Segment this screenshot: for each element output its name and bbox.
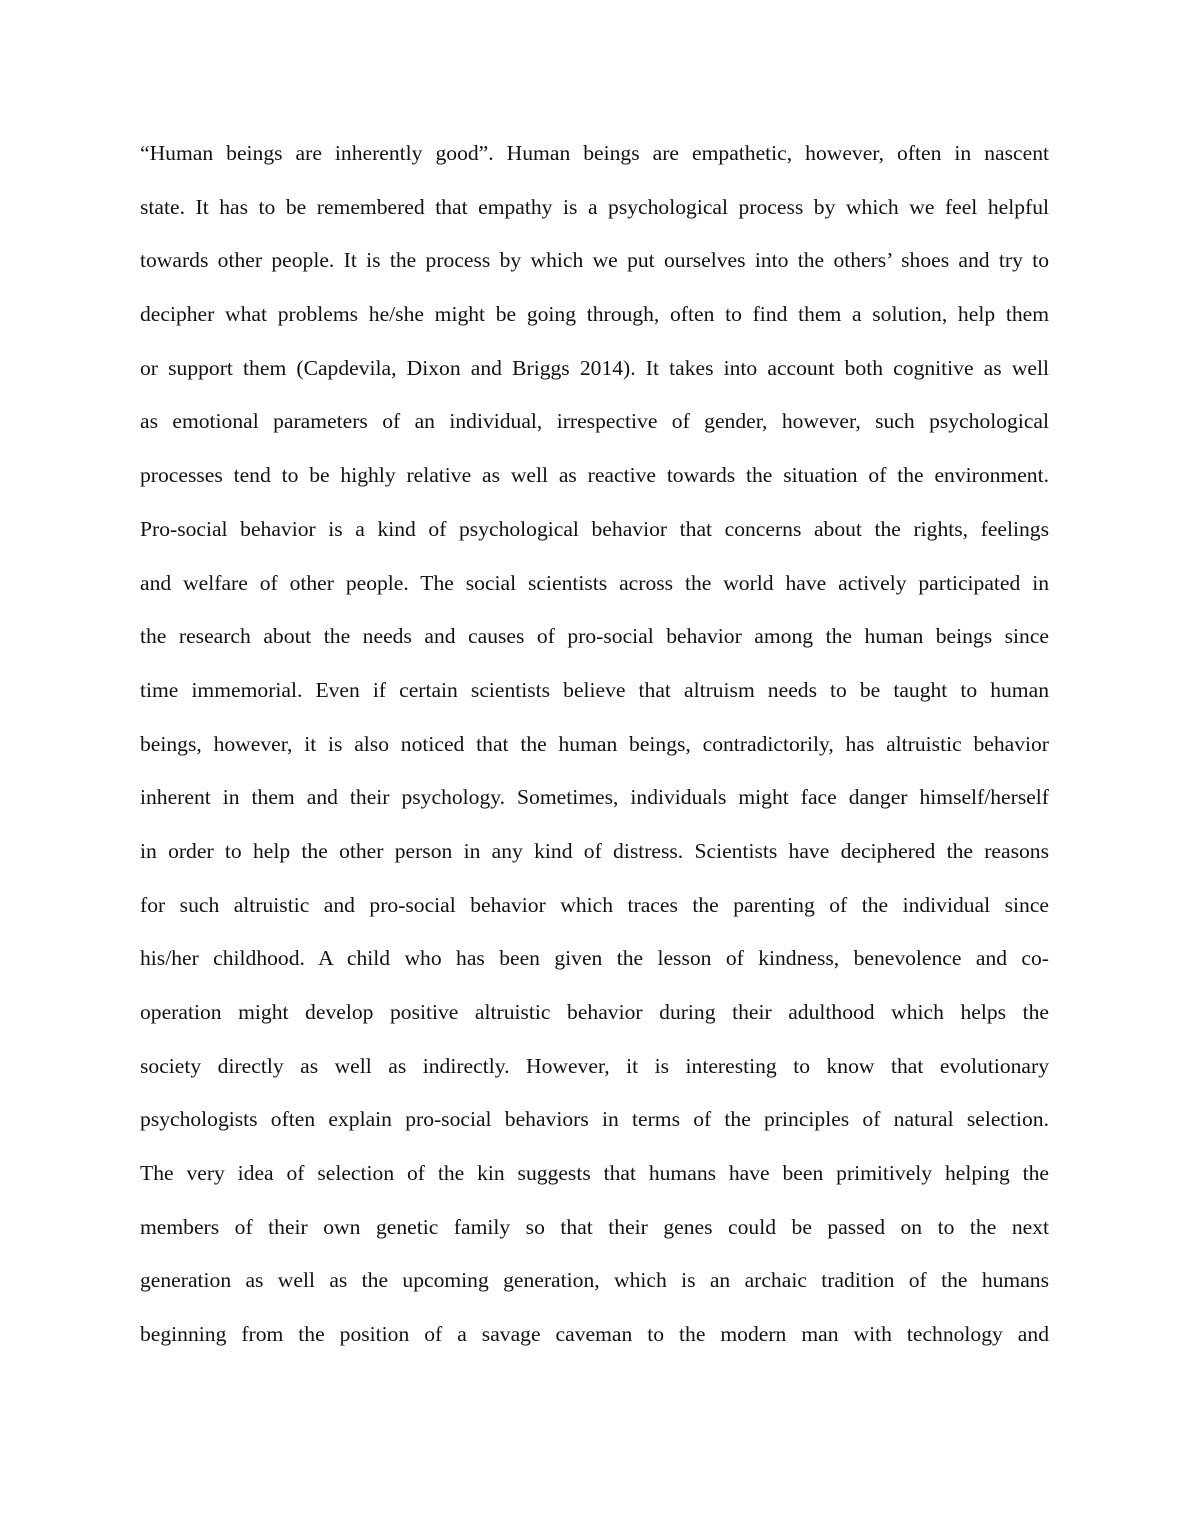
paragraph-line: inherent in them and their psychology. Sometimes, individuals might face danger himself/herself [140, 785, 1049, 810]
paragraph-line: members of their own genetic family so that their genes could be passed on to the next [140, 1214, 1049, 1239]
paragraph-line: processes tend to be highly relative as well as reactive towards the situation of the environment. [140, 463, 1049, 488]
paragraph-line: decipher what problems he/she might be going through, often to find them a solution, help them [140, 302, 1049, 327]
paragraph-line: the research about the needs and causes of pro-social behavior among the human beings since [140, 624, 1049, 649]
paragraph-line: operation might develop positive altruistic behavior during their adulthood which helps the [140, 1000, 1049, 1024]
paragraph-line: state. It has to be remembered that empathy is a psychological process by which we feel helpful [140, 194, 1049, 219]
paragraph-line: beginning from the position of a savage caveman to the modern man with technology and [140, 1322, 1049, 1347]
paragraph-line: and welfare of other people. The social scientists across the world have actively participated in [140, 570, 1049, 595]
body-paragraph [140, 127, 1049, 1362]
paragraph-line: society directly as well as indirectly. However, it is interesting to know that evolutionary [140, 1053, 1049, 1078]
paragraph-line: “Human beings are inherently good”. Human beings are empathetic, however, often in nascent [140, 141, 1049, 165]
paragraph-line: psychologists often explain pro-social behaviors in terms of the principles of natural selection. [140, 1107, 1049, 1132]
paragraph-line: The very idea of selection of the kin suggests that humans have been primitively helping the [140, 1161, 1049, 1186]
paragraph-line: his/her childhood. A child who has been given the lesson of kindness, benevolence and co- [140, 946, 1049, 971]
paragraph-line: or support them (Capdevila, Dixon and Briggs 2014). It takes into account both cognitive as well [140, 355, 1049, 380]
paragraph-line: time immemorial. Even if certain scientists believe that altruism needs to be taught to human [140, 677, 1049, 702]
paragraph-line: for such altruistic and pro-social behavior which traces the parenting of the individual since [140, 892, 1049, 917]
paragraph-line: generation as well as the upcoming generation, which is an archaic tradition of the humans [140, 1268, 1049, 1293]
paragraph-line: towards other people. It is the process by which we put ourselves into the others’ shoes and try to [140, 248, 1049, 273]
paragraph-line: beings, however, it is also noticed that the human beings, contradictorily, has altruistic behavior [140, 731, 1049, 756]
paragraph-line: in order to help the other person in any kind of distress. Scientists have deciphered the reasons [140, 838, 1049, 863]
paragraph-line: Pro-social behavior is a kind of psychological behavior that concerns about the rights, feelings [140, 516, 1049, 541]
paragraph-line: as emotional parameters of an individual, irrespective of gender, however, such psychological [140, 409, 1049, 434]
